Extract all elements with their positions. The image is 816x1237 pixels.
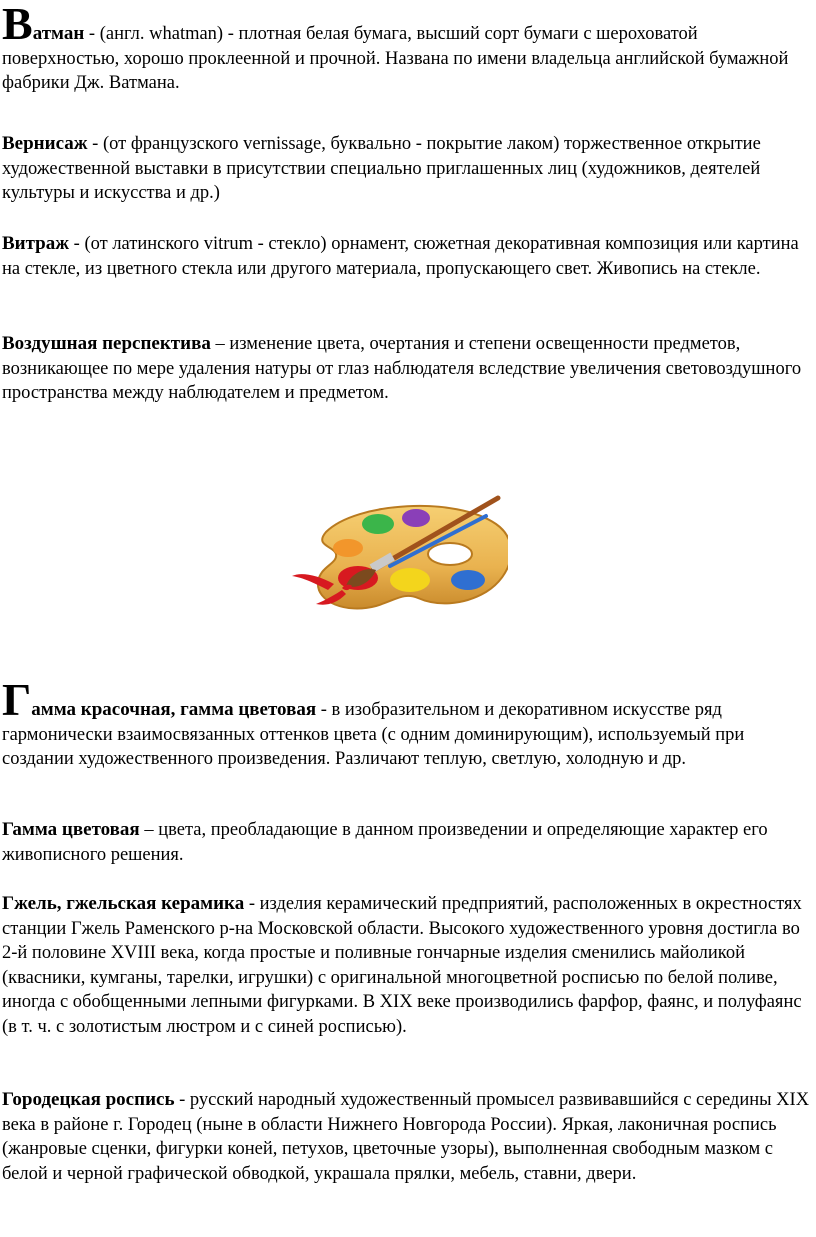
entry-definition: (англ. whatman) - плотная белая бумага, высший сорт бумаги с шероховатой поверхностью, хорошо проклеенной и прочной. Названа по имени владельца английской бумажной фабрики Дж. Ватмана. bbox=[2, 24, 789, 94]
entry-dash: - bbox=[69, 234, 85, 254]
entry-definition: (от латинского vitrum - стекло) орнамент, сюжетная декоративная композиция или картина на стекле, из цветного стекла или другого материала, пропускающего свет. Живопись на стекле. bbox=[2, 234, 799, 279]
entry-term: атман bbox=[32, 23, 85, 44]
entry-term: амма красочная, гамма цветовая bbox=[31, 699, 317, 720]
entry-vatman bbox=[2, 0, 814, 96]
entry-dash: - bbox=[84, 24, 100, 44]
entry-dash: - bbox=[174, 1090, 190, 1110]
palette-illustration bbox=[286, 494, 508, 614]
entry-dash: - bbox=[244, 894, 260, 914]
entry-gzhel bbox=[2, 892, 814, 1040]
entry-term: Вернисаж bbox=[2, 133, 88, 154]
entry-gorodetskaya-rospis bbox=[2, 1088, 814, 1186]
entry-term: Гжель, гжельская керамика bbox=[2, 893, 245, 914]
entry-definition: цвета, преобладающие в данном произведении и определяющие характер его живописного решения. bbox=[2, 820, 768, 865]
entry-dash: - bbox=[87, 134, 103, 154]
entry-term: Воздушная перспектива bbox=[2, 333, 211, 354]
drop-cap: В bbox=[2, 0, 33, 49]
entry-gamma-tsvetovaya bbox=[2, 818, 814, 867]
entry-gamma-krasochnaya bbox=[2, 674, 814, 772]
entry-definition: изменение цвета, очертания и степени освещенности предметов, возникающее по мере удаления натуры от глаз наблюдателя вследствие увеличения световоздушного пространства между наблюдателем и предметом. bbox=[2, 334, 802, 404]
entry-definition: русский народный художественный промысел развивавшийся с середины XIX века в районе г. Городец (ныне в области Нижнего Новгорода России). Яркая, лаконичная роспись (жанровые сценки, фигурки коней, петухов, цветочные узоры), выполненная свободным мазком с белой и черной графической обводкой, украшала прялки, мебель, ставни, двери. bbox=[2, 1090, 810, 1184]
entry-term: Городецкая роспись bbox=[2, 1089, 175, 1110]
entry-dash: – bbox=[210, 334, 230, 354]
entry-definition: в изобразительном и декоративном искусстве ряд гармонически взаимосвязанных оттенков цвета (с одним доминирующим), используемый при создании художественного произведения. Различают теплую, светлую, холодную и др. bbox=[2, 700, 745, 770]
entry-definition: изделия керамический предприятий, расположенных в окрестностях станции Гжель Раменского р-на Московской области. Высокого художественного уровня достигла во 2-й половине XVIII века, когда простые и поливные гончарные изделия сменились майоликой (квасники, кумганы, тарелки, игрушки) с оригинальной многоцветной росписью по белой поливе, иногда с обобщенными лепными фигурками. В XIX веке производились фарфор, фаянс, и полуфаянс (в т. ч. с золотистым люстром и с синей росписью). bbox=[2, 894, 802, 1037]
entry-definition: (от французского vernissage, буквально - покрытие лаком) торжественное открытие художественной выставки в присутствии специально приглашенных лиц (художников, деятелей культуры и искусства и др.) bbox=[2, 134, 761, 204]
entry-vitrazh bbox=[2, 232, 814, 281]
entry-vozdushnaya-perspektiva bbox=[2, 332, 814, 406]
entry-term: Гамма цветовая bbox=[2, 819, 140, 840]
drop-cap: Г bbox=[2, 674, 32, 725]
artist-palette-icon bbox=[286, 494, 508, 614]
entry-vernisazh bbox=[2, 132, 814, 206]
entry-dash: - bbox=[316, 700, 332, 720]
entry-term: Витраж bbox=[2, 233, 70, 254]
entry-dash: – bbox=[139, 820, 159, 840]
